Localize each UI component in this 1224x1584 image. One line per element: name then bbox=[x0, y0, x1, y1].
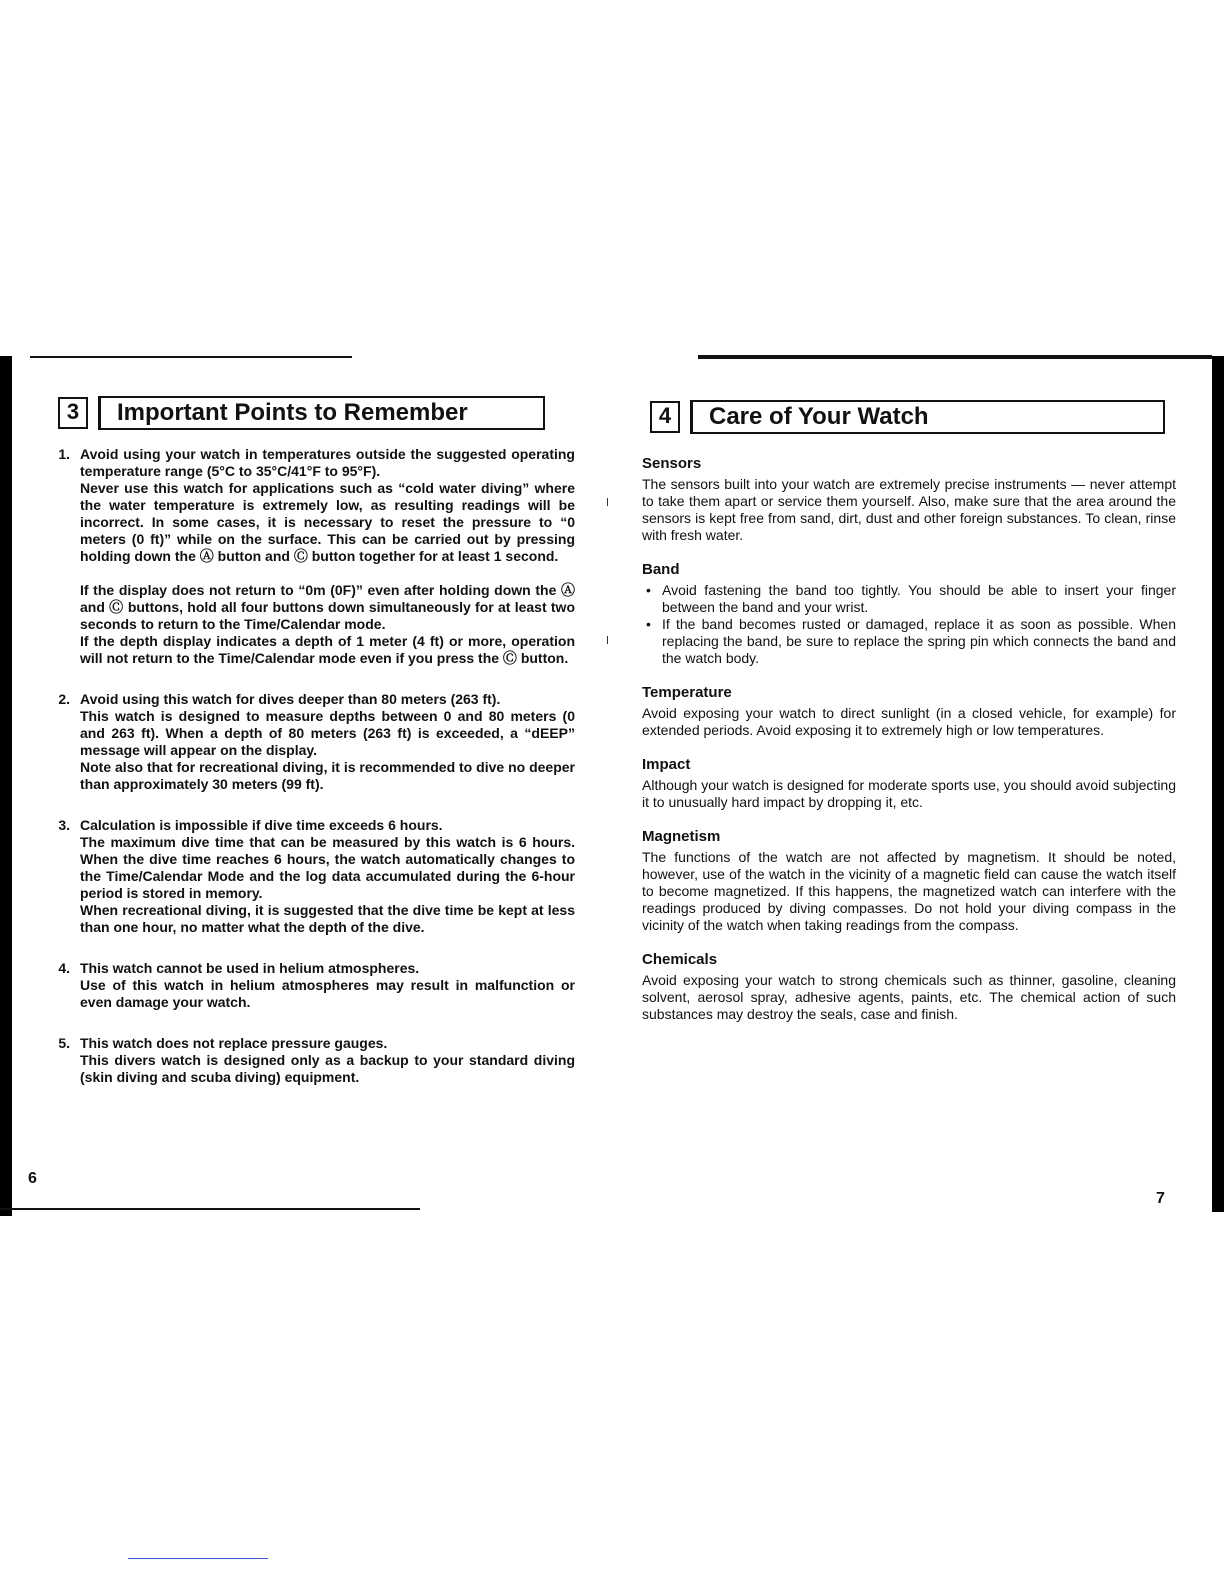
list-item bbox=[40, 446, 575, 667]
item-paragraph: Note also that for recreational diving, it is recommended to dive no deeper than approximately 30 meters (99 ft). bbox=[80, 759, 575, 792]
page-number-left: 6 bbox=[28, 1170, 37, 1187]
chemicals-text: Avoid exposing your watch to strong chemicals such as thinner, gasoline, cleaning solvent, aerosol spray, adhesive agents, paints, etc. The chemical action of such substances may destroy the seals, case and finish. bbox=[642, 972, 1176, 1022]
section-number: 3 bbox=[58, 397, 88, 429]
item-paragraph: This watch cannot be used in helium atmospheres. bbox=[80, 960, 420, 976]
sensors-text: The sensors built into your watch are extremely precise instruments — never attempt to take them apart or service them yourself. Also, make sure that the area around the sensors is kept free from sand, dirt, dust and other foreign substances. To clean, rinse with fresh water. bbox=[642, 476, 1176, 543]
page-number-right: 7 bbox=[1156, 1190, 1165, 1207]
impact-heading: Impact bbox=[642, 756, 691, 773]
margin-tick bbox=[607, 498, 608, 506]
item-paragraph: This watch does not replace pressure gauges. bbox=[80, 1035, 388, 1051]
care-of-watch-content bbox=[636, 455, 1176, 1040]
list-item bbox=[40, 817, 575, 936]
scan-edge-right bbox=[1212, 356, 1224, 1212]
list-item bbox=[40, 1035, 575, 1086]
top-rule-right bbox=[698, 355, 1212, 359]
item-paragraph: If the display does not return to “0m (0F)” even after holding down the Ⓐ and Ⓒ buttons, hold all four buttons down simultaneously for at least two seconds to return to the Time/Calendar mode. bbox=[80, 582, 575, 632]
bottom-rule-left bbox=[0, 1208, 420, 1210]
item-number: 2. bbox=[58, 691, 70, 707]
item-number: 5. bbox=[58, 1035, 70, 1051]
section-title: Care of Your Watch bbox=[690, 400, 1165, 434]
important-points-list bbox=[40, 446, 575, 1110]
item-paragraph: Avoid using your watch in temperatures outside the suggested operating temperature range (5°C to 35°C/41°F to 95°F). bbox=[80, 446, 575, 479]
list-item: • If the band becomes rusted or damaged, replace it as soon as possible. When replacing the band, be sure to replace the spring pin which connects the band and the watch body. bbox=[642, 616, 1176, 667]
item-paragraph: Never use this watch for applications such as “cold water diving” where the water temperature is extremely low, as resulting readings will be incorrect. In some cases, it is necessary to reset the pressure to “0 meters (0 ft)” while on the surface. This can be carried out by pressing holding down the Ⓐ button and Ⓒ button together for at least 1 second. bbox=[80, 480, 575, 564]
item-paragraph: When recreational diving, it is suggested that the dive time be kept at less than one hour, no matter what the depth of the dive. bbox=[80, 902, 575, 935]
scan-edge-left bbox=[0, 356, 12, 1216]
temperature-heading: Temperature bbox=[642, 684, 732, 701]
item-paragraph: This divers watch is designed only as a backup to your standard diving (skin diving and scuba diving) equipment. bbox=[80, 1052, 575, 1085]
section-title: Important Points to Remember bbox=[98, 396, 545, 430]
list-item: • Avoid fastening the band too tightly. You should be able to insert your finger between the band and your wrist. bbox=[642, 582, 1176, 616]
item-paragraph: Use of this watch in helium atmospheres may result in malfunction or even damage your watch. bbox=[80, 977, 575, 1010]
impact-text: Although your watch is designed for moderate sports use, you should avoid subjecting it to unusually hard impact by dropping it, etc. bbox=[642, 777, 1176, 810]
margin-tick bbox=[607, 636, 608, 644]
item-paragraph: If the depth display indicates a depth of 1 meter (4 ft) or more, operation will not return to the Time/Calendar mode even if you press the Ⓒ button. bbox=[80, 633, 575, 666]
item-paragraph: Avoid using this watch for dives deeper than 80 meters (263 ft). bbox=[80, 691, 501, 707]
item-number: 4. bbox=[58, 960, 70, 976]
chemicals-heading: Chemicals bbox=[642, 951, 718, 968]
section-number: 4 bbox=[650, 401, 680, 433]
item-number: 3. bbox=[58, 817, 70, 833]
magnetism-text: The functions of the watch are not affected by magnetism. It should be noted, however, use of the watch in the vicinity of a magnetic field can cause the watch itself to become magnetized. If this happens, the magnetized watch can interfere with the readings produced by diving compasses. Do not hold your diving compass in the vicinity of the watch when taking readings from the compass. bbox=[642, 849, 1176, 933]
temperature-text: Avoid exposing your watch to direct sunlight (in a closed vehicle, for example) for extended periods. Avoid exposing it to extremely high or low temperatures. bbox=[642, 705, 1176, 738]
item-paragraph: This watch is designed to measure depths between 0 and 80 meters (0 and 263 ft). When a depth of 80 meters (263 ft) is exceeded, a “dEEP” message will appear on the display. bbox=[80, 708, 575, 758]
band-heading: Band bbox=[642, 561, 680, 578]
magnetism-heading: Magnetism bbox=[642, 828, 721, 845]
item-paragraph: The maximum dive time that can be measured by this watch is 6 hours. When the dive time reaches 6 hours, the watch automatically changes to the Time/Calendar Mode and the log data accumulated during the 6-hour period is stored in memory. bbox=[80, 834, 575, 901]
band-list bbox=[642, 582, 1176, 667]
bottom-link-rule bbox=[128, 1558, 268, 1559]
item-number: 1. bbox=[58, 446, 70, 462]
section-4-header bbox=[650, 400, 1165, 434]
list-item bbox=[40, 691, 575, 793]
item-paragraph: Calculation is impossible if dive time exceeds 6 hours. bbox=[80, 817, 443, 833]
section-3-header bbox=[58, 396, 545, 430]
list-item bbox=[40, 960, 575, 1011]
top-rule-left bbox=[30, 356, 352, 358]
sensors-heading: Sensors bbox=[642, 455, 702, 472]
